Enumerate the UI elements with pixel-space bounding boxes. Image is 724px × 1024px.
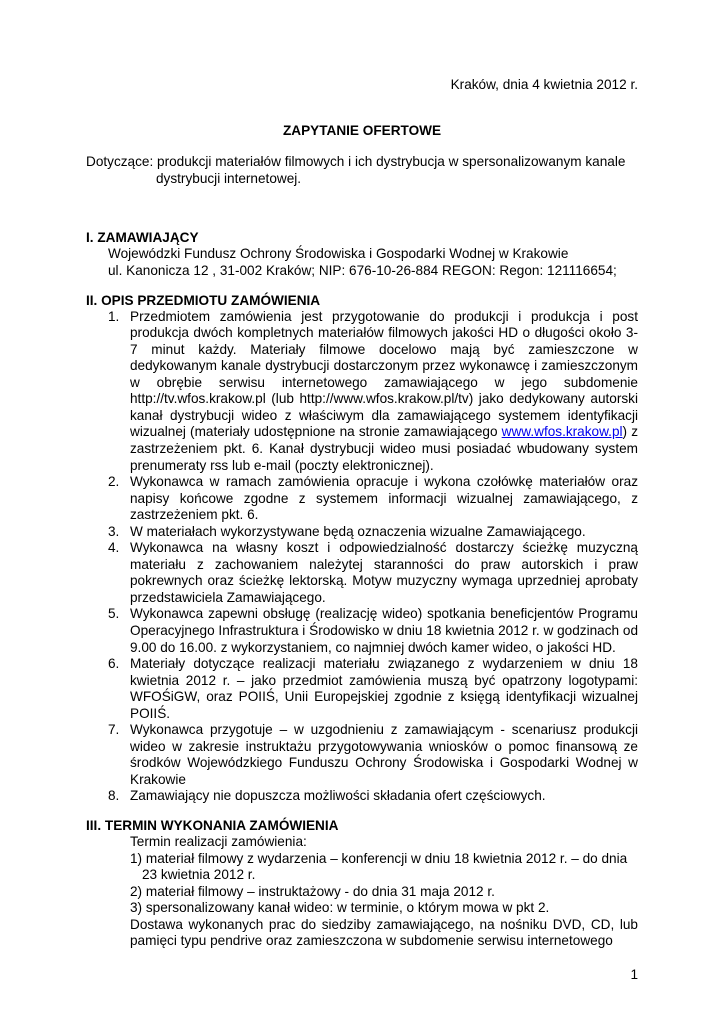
list-item	[86, 540, 638, 606]
page-number: 1	[630, 967, 638, 982]
document-title: ZAPYTANIE OFERTOWE	[282, 123, 442, 138]
delivery-paragraph: Dostawa wykonanych prac do siedziby zamawiającego, na nośniku DVD, CD, lub pamięci typu pendrive oraz zamieszczona w subdomenie serwisu internetowego	[130, 916, 638, 949]
section-contracting-party	[86, 229, 638, 280]
subject-line-2: dystrybucji internetowej.	[156, 171, 302, 186]
order-items-list	[86, 309, 638, 805]
section-order-description	[86, 292, 638, 805]
section-1-heading: I. ZAMAWIAJĄCY	[86, 230, 199, 245]
list-item	[86, 474, 638, 524]
list-item	[86, 722, 638, 788]
date-line: Kraków, dnia 4 kwietnia 2012 r.	[450, 77, 638, 92]
item-number: 2.	[108, 474, 120, 490]
item-text: Materiały dotyczące realizacji materiału związanego z wydarzeniem w dniu 18 kwietnia 2012 r. – jako przedmiot zamówienia muszą być opatrzony logotypami: WFOŚiGW, oraz POIIŚ, Unii Europejskiej zgodnie z księgą identyfikacji wizualnej POIIŚ.	[130, 656, 638, 721]
item-number: 4.	[108, 540, 120, 556]
item-text: Wykonawca na własny koszt i odpowiedzialność dostarczy ścieżkę muzyczną materiału z zachowaniem należytej staranności do praw autorskich i praw pokrewnych oraz ścieżkę lektorską. Motyw muzyczny wymaga uprzedniej aprobaty przedstawiciela Zamawiającego.	[130, 540, 638, 605]
document-content	[86, 229, 638, 950]
list-item	[86, 606, 638, 656]
completion-sub-item: 1) materiał filmowy z wydarzenia – konferencji w dniu 18 kwietnia 2012 r. – do dnia 23 kwietnia 2012 r.	[130, 850, 628, 883]
item-number: 3.	[108, 523, 120, 539]
list-item	[86, 309, 638, 474]
item-number: 5.	[108, 606, 120, 622]
completion-sub-item: 3) spersonalizowany kanał wideo: w terminie, o którym mowa w pkt 2.	[130, 900, 550, 916]
item-text: W materiałach wykorzystywane będą oznaczenia wizualne Zamawiającego.	[130, 523, 586, 539]
completion-intro: Termin realizacji zamówienia:	[130, 834, 307, 849]
item-text: Przedmiotem zamówienia jest przygotowanie do produkcji i produkcja i post produkcja dwóch kompletnych materiałów filmowych jakości HD o długości około 3-7 minut każdy. Materiały filmowe docelowo mają być zamieszczone w dedykowanym kanale dystrybucji dostarczonym przez wykonawcę i zamieszczonym w obrębie serwisu internetowego zamawiającego w jego subdomenie http://tv.wfos.krakow.pl (lub http://www.wfos.krakow.pl/tv) jako dedykowany autorski kanał dystrybucji wideo z właściwym dla zamawiającego systemem identyfikacji wizualnej (materiały udostępnione na stronie zamawiającego	[130, 308, 638, 440]
item-text: Wykonawca zapewni obsługę (realizację wideo) spotkania beneficjentów Programu Operacyjnego Infrastruktura i Środowisko w dniu 18 kwietnia 2012 r. w godzinach od 9.00 do 16.00. z wykorzystaniem, co najmniej dwóch kamer wideo, o jakości HD.	[130, 606, 638, 655]
list-item	[86, 656, 638, 722]
item-text: Zamawiający nie dopuszcza możliwości składania ofert częściowych.	[130, 788, 546, 804]
contracting-party-address: ul. Kanonicza 12 , 31-002 Kraków; NIP: 676-10-26-884 REGON: Regon: 121116654;	[108, 262, 617, 278]
item-number: 8.	[108, 788, 120, 804]
item-number: 7.	[108, 722, 120, 738]
item-number: 6.	[108, 656, 120, 672]
subject-line-1: Dotyczące: produkcji materiałów filmowych i ich dystrybucja w spersonalizowanym kanale	[86, 154, 626, 169]
contracting-party-name: Wojewódzki Fundusz Ochrony Środowiska i Gospodarki Wodnej w Krakowie	[108, 246, 569, 261]
section-2-heading: II. OPIS PRZEDMIOTU ZAMÓWIENIA	[86, 292, 321, 308]
item-number: 1.	[108, 308, 120, 324]
wfos-website-link[interactable]: www.wfos.krakow.pl	[501, 424, 623, 440]
item-text-continued: ) z zastrzeżeniem pkt. 6. Kanał dystrybucji wideo musi posiadać wbudowany system prenumeraty rss lub e-mail (poczty elektronicznej).	[130, 424, 638, 473]
section-completion-date	[86, 817, 638, 950]
item-text: Wykonawca w ramach zamówienia opracuje i wykona czołówkę materiałów oraz napisy końcowe zgodne z systemem informacji wizualnej zamawiającego, z zastrzeżeniem pkt. 6.	[130, 474, 638, 523]
list-item	[86, 788, 638, 805]
completion-date-body	[86, 834, 638, 950]
subject-block	[86, 153, 646, 187]
list-item	[86, 524, 638, 541]
completion-sub-item: 2) materiał filmowy – instruktażowy - do dnia 31 maja 2012 r.	[130, 883, 495, 899]
item-text: Wykonawca przygotuje – w uzgodnieniu z zamawiającym - scenariusz produkcji wideo w zakresie instruktażu przygotowywania wniosków o pomoc finansową ze środków Wojewódzkiego Funduszu Ochrony Środowiska i Gospodarki Wodnej w Krakowie	[130, 722, 638, 787]
section-3-heading: III. TERMIN WYKONANIA ZAMÓWIENIA	[86, 818, 339, 833]
